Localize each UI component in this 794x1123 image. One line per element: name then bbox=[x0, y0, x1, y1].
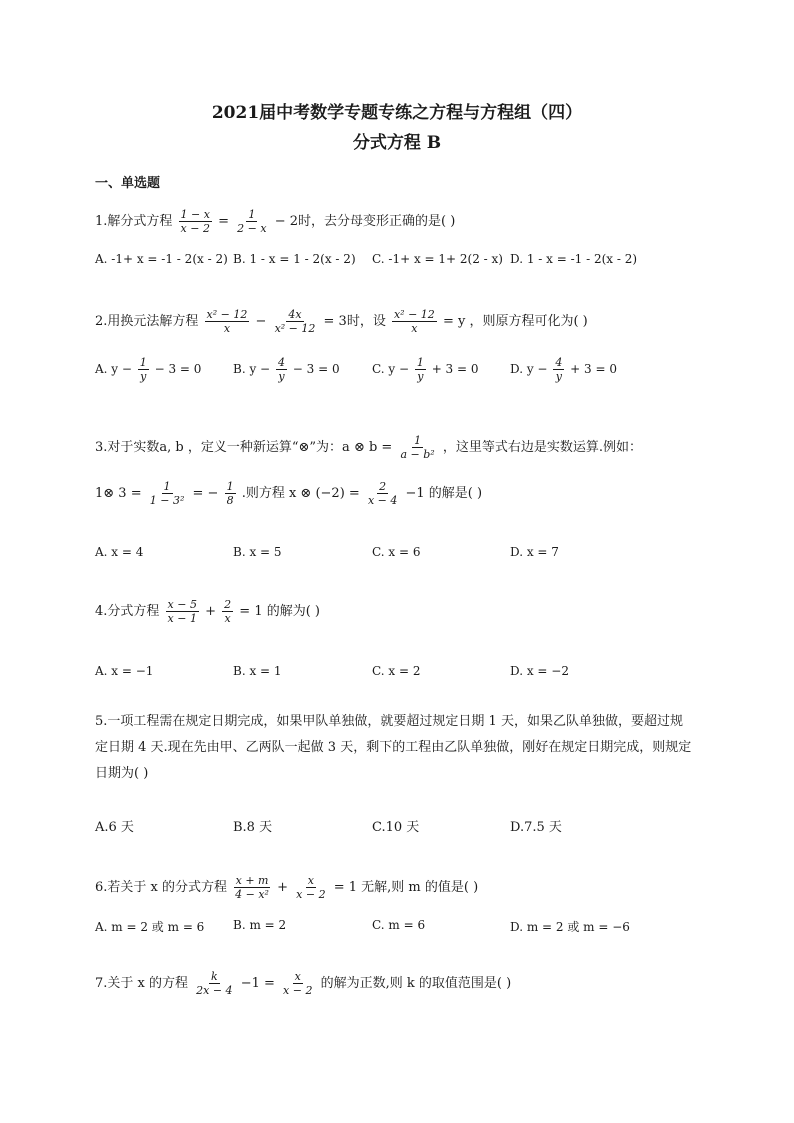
q2-fraction-2: $\frac{4x}{\text{x² − 12}}$ bbox=[274, 308, 316, 335]
q1-option-d[interactable]: D. 1 - x = -1 - 2(x - 2) bbox=[510, 252, 638, 266]
q2-fraction-3: $\frac{\text{x² − 12}}{x}$ bbox=[393, 308, 435, 335]
q3-fraction-1: $\frac{1}{\text{a − b²}}$ bbox=[400, 434, 435, 461]
q3-fraction-2: $\frac{1}{\text{1 − 3²}}$ bbox=[149, 480, 185, 507]
q3-fraction-3: $\frac{1}{8}$ bbox=[226, 480, 234, 507]
q5-option-d[interactable]: D.7.5 天 bbox=[510, 820, 562, 835]
q7-fraction-2: $\frac{x}{x - 2}$ bbox=[283, 970, 313, 997]
page-subtitle: 分式方程 B bbox=[352, 133, 442, 153]
q6-fraction-1: $\frac{x + m}{\text{4 − x²}}$ bbox=[235, 874, 269, 901]
question-4: 4.分式方程 $\frac{x - 5}{x - 1}$ + $\frac{2}{x}$ = 1 的解为( ) bbox=[95, 598, 321, 625]
q4-option-a[interactable]: A. x = −1 bbox=[95, 664, 154, 678]
question-3-line-2: 1⊗ 3 = $\frac{1}{\text{1 − 3²}}$ = − $\frac{1}{8}$ .则方程 x ⊗ (−2) = $\frac{2}{x - 4}$ −1 的解是( ) bbox=[95, 480, 483, 507]
q1-prefix: 1.解分式方程 bbox=[95, 214, 173, 229]
q3-option-c[interactable]: C. x = 6 bbox=[372, 545, 421, 559]
q6-option-d[interactable]: D. m = 2 或 m = −6 bbox=[510, 920, 630, 934]
q3-option-d[interactable]: D. x = 7 bbox=[510, 545, 559, 559]
q2-option-d[interactable]: D. y − $\frac{4}{y}$ + 3 = 0 bbox=[510, 356, 617, 383]
question-5: 5.一项工程需在规定日期完成，如果甲队单独做，就要超过规定日期 1 天，如果乙队单独做，要超过规定日期 4 天.现在先由甲、乙两队一起做 3 天，剩下的工程由乙队单独做，刚好在规定日期完成，则规定日期为( ) bbox=[95, 714, 692, 781]
q3-fraction-4: $\frac{2}{x - 4}$ bbox=[367, 480, 398, 507]
question-2: 2.用换元法解方程 $\frac{\text{x² − 12}}{x}$ − $\frac{4x}{\text{x² − 12}}$ = 3时，设 $\frac{\text{x² − 12}}{x}$ = y ，则原方程可化为( ) bbox=[95, 308, 588, 335]
question-3-line-1: 3.对于实数a, b ，定义一种新运算“⊗”为：a ⊗ b = $\frac{1}{\text{a − b²}}$ ，这里等式右边是实数运算.例如： bbox=[95, 434, 642, 461]
q5-option-c[interactable]: C.10 天 bbox=[372, 820, 420, 835]
q6-option-a[interactable]: A. m = 2 或 m = 6 bbox=[95, 920, 205, 934]
q4-option-d[interactable]: D. x = −2 bbox=[510, 664, 569, 678]
q1-option-a[interactable]: A. -1+ x = -1 - 2(x - 2) bbox=[95, 252, 228, 266]
question-6: 6.若关于 x 的分式方程 $\frac{x + m}{\text{4 − x²}}$ + $\frac{x}{x - 2}$ = 1 无解,则 m 的值是( ) bbox=[95, 874, 479, 901]
q4-fraction-1: $\frac{x - 5}{x - 1}$ bbox=[167, 598, 197, 625]
q1-fraction-2: $\frac{1}{2 - x}$ bbox=[237, 208, 267, 235]
q2-option-a[interactable]: A. y − $\frac{1}{y}$ − 3 = 0 bbox=[95, 356, 202, 383]
question-1: 1.解分式方程 $\frac{1 - x}{x - 2}$ = $\frac{1}{2 - x}$ − 2时，去分母变形正确的是( ) bbox=[95, 208, 456, 235]
question-7: 7.关于 x 的方程 $\frac{k}{2x - 4}$ −1 = $\frac{x}{x - 2}$ 的解为正数,则 k 的取值范围是( ) bbox=[95, 970, 512, 997]
q1-option-c[interactable]: C. -1+ x = 1+ 2(2 - x) bbox=[372, 252, 503, 266]
q2-fraction-1: $\frac{\text{x² − 12}}{x}$ bbox=[206, 308, 248, 335]
q4-fraction-2: $\frac{2}{x}$ bbox=[224, 598, 232, 625]
q1-option-b[interactable]: B. 1 - x = 1 - 2(x - 2) bbox=[233, 252, 356, 266]
q1-fraction-1: $\frac{1 - x}{x - 2}$ bbox=[180, 208, 210, 235]
q3-option-a[interactable]: A. x = 4 bbox=[95, 545, 144, 559]
q7-fraction-1: $\frac{k}{2x - 4}$ bbox=[196, 970, 233, 997]
q6-option-b[interactable]: B. m = 2 bbox=[233, 918, 287, 932]
q5-option-a[interactable]: A.6 天 bbox=[95, 820, 134, 835]
q2-option-c[interactable]: C. y − $\frac{1}{y}$ + 3 = 0 bbox=[372, 356, 479, 383]
q6-option-c[interactable]: C. m = 6 bbox=[372, 918, 426, 932]
q4-option-b[interactable]: B. x = 1 bbox=[233, 664, 282, 678]
q3-option-b[interactable]: B. x = 5 bbox=[233, 545, 282, 559]
q2-option-b[interactable]: B. y − $\frac{4}{y}$ − 3 = 0 bbox=[233, 356, 340, 383]
q6-fraction-2: $\frac{x}{x - 2}$ bbox=[296, 874, 326, 901]
section-heading: 一、单选题 bbox=[95, 176, 161, 191]
q4-option-c[interactable]: C. x = 2 bbox=[372, 664, 421, 678]
q5-option-b[interactable]: B.8 天 bbox=[233, 820, 273, 835]
page-title: 2021届中考数学专题专练之方程与方程组（四） bbox=[211, 103, 583, 123]
